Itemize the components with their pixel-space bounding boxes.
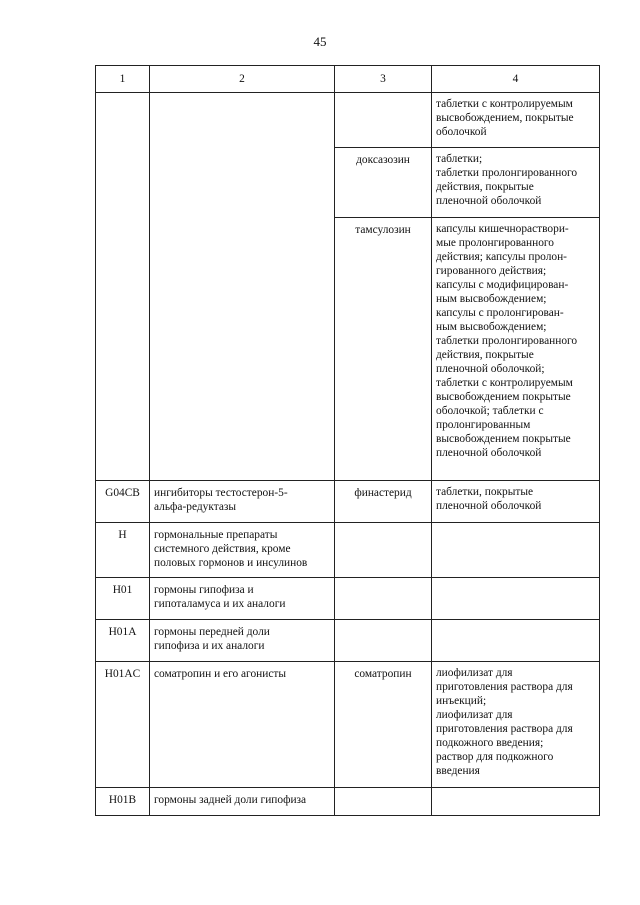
header-col-3: 3 <box>335 66 432 93</box>
drug-cell: соматропин <box>335 662 432 788</box>
code-cell: H <box>96 523 150 578</box>
drug-cell: тамсулозин <box>335 218 432 481</box>
drug-cell <box>335 93 432 148</box>
header-col-1: 1 <box>96 66 150 93</box>
header-col-4: 4 <box>432 66 600 93</box>
form-cell: капсулы кишечнораствори- мые пролонгированного действия; капсулы пролон- гированного действия; капсулы с модифицирован- ным высвобождением; капсулы с пролонгирован- ным высвобождением; таблетки пролонгированного действия, покрытые пленочной оболочкой; таблетки с контролируемым высвобождением покрытые оболочкой; таблетки с пролонгированным высвобождением покрытые пленочной оболочкой <box>432 218 600 481</box>
table-row <box>96 481 600 523</box>
table-row <box>96 620 600 662</box>
form-cell: лиофилизат для приготовления раствора для инъекций; лиофилизат для приготовления раствора для подкожного введения; раствор для подкожного введения <box>432 662 600 788</box>
form-cell <box>432 620 600 662</box>
name-cell: соматропин и его агонисты <box>150 662 335 788</box>
page-number: 45 <box>313 34 327 49</box>
group-name-cell <box>150 93 335 481</box>
table-row <box>96 93 600 148</box>
code-cell: H01B <box>96 788 150 816</box>
code-cell: H01A <box>96 620 150 662</box>
drug-cell: доксазозин <box>335 148 432 218</box>
drug-cell <box>335 578 432 620</box>
header-col-2: 2 <box>150 66 335 93</box>
drug-cell <box>335 788 432 816</box>
table-row <box>96 662 600 788</box>
drug-table <box>95 65 600 816</box>
name-cell: гормональные препараты системного действия, кроме половых гормонов и инсулинов <box>150 523 335 578</box>
code-cell: G04CB <box>96 481 150 523</box>
form-cell: таблетки; таблетки пролонгированного действия, покрытые пленочной оболочкой <box>432 148 600 218</box>
table-row <box>96 578 600 620</box>
name-cell: ингибиторы тестостерон-5- альфа-редуктазы <box>150 481 335 523</box>
drug-cell <box>335 620 432 662</box>
code-cell: H01 <box>96 578 150 620</box>
drug-cell: финастерид <box>335 481 432 523</box>
table-row <box>96 523 600 578</box>
form-cell <box>432 788 600 816</box>
form-cell <box>432 523 600 578</box>
form-cell: таблетки с контролируемым высвобождением, покрытые оболочкой <box>432 93 600 148</box>
form-cell <box>432 578 600 620</box>
drug-cell <box>335 523 432 578</box>
code-cell: H01AC <box>96 662 150 788</box>
name-cell: гормоны гипофиза и гипоталамуса и их аналоги <box>150 578 335 620</box>
name-cell: гормоны передней доли гипофиза и их аналоги <box>150 620 335 662</box>
form-cell: таблетки, покрытые пленочной оболочкой <box>432 481 600 523</box>
header-row <box>96 66 600 93</box>
table-row <box>96 788 600 816</box>
name-cell: гормоны задней доли гипофиза <box>150 788 335 816</box>
code-cell <box>96 93 150 481</box>
